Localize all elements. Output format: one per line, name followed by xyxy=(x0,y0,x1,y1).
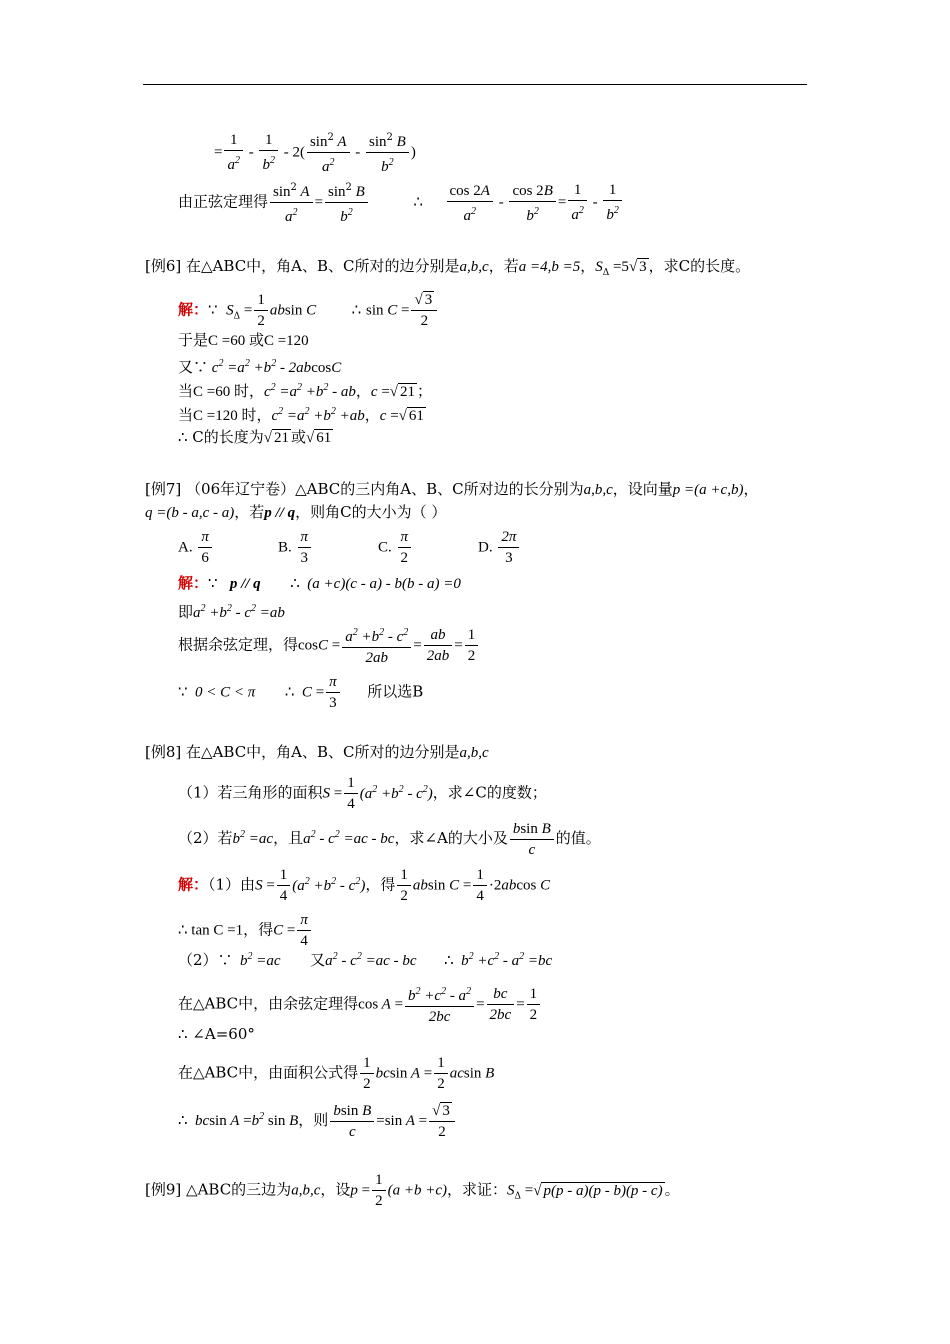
example-8-question: [例8] 在△ABC中，角A、B、C所对的边分别是a,b,c xyxy=(145,743,489,761)
example-6-solution-4: 当C =60 时，$c^2 =a^2 +b^2$ - ab，c =√ 21 ； xyxy=(178,382,433,400)
example-8-part-2: （2）若$b^2 =ac$，且$a^2 - c^2 =ac$ - bc，求∠A的大小及 $\frac{\text{bsin B}}{c}$ 的值。 xyxy=(178,821,601,858)
example-7-solution-3: 根据余弦定理，得cosC = $\frac{a^2 +b^2 - c^2}{2ab}$ = $\frac{ab}{2ab}$ = $\frac{1}{2}$ xyxy=(178,623,480,668)
example-6-solution-1: 解：∵ $S_\Delta$ = $\frac{1}{2}$ absin C ∴ sin C = $\frac{√ 3}{2}$ xyxy=(178,290,439,331)
example-8-solution-5: ∴ ∠A=60° xyxy=(178,1025,255,1043)
formula-line-2: 由正弦定理得 $\frac{\sin^2 A}{a^2}$ = $\frac{\sin^2 B}{b^2}$ ∴ $\frac{\cos 2A}{a^2}$ - $\frac{\cos 2B}{b^2}$ = $\frac{1}{a^2}$ - $\frac{1}{b^2}$ xyxy=(178,178,624,227)
example-8-solution-7: ∴ bcsin $A =b^2$ sin B，则 $\frac{\text{bsin B}}{c}$ =sin A = $\frac{√ 3}{2}$ xyxy=(178,1100,457,1142)
example-7-question-2: q =(b - a,c - a)，若p // q，则角C的大小为（ ） xyxy=(145,503,447,521)
example-6-solution-3: 又∵ $c^2 =a^2 +b^2 - 2abcosC$ xyxy=(178,358,342,376)
example-6-solution-2: 于是C =60 或C =120 xyxy=(178,333,309,349)
example-9-question: [例9] △ABC的三边为a,b,c，设p = $\frac{1}{2}$ (a +b +c)，求证：$S_\Delta$ =√ p(p - a)(p - b)(p - c) 。 xyxy=(145,1172,680,1209)
example-8-solution-3: （2）∵ $b^2 =ac$ 又$a^2 - c^2 =ac$ - bc ∴ $b^2 +c^2 - a^2 =bc$ xyxy=(178,951,553,969)
example-6-solution-6: ∴ C的长度为√ 21 或√ 61 xyxy=(178,428,332,446)
example-7-solution-2: 即$a^2 +b^2 - c^2 =ab$ xyxy=(178,603,285,621)
example-6-solution-5: 当C =120 时，$c^2 =a^2 +b^2 +ab$，c =√ 61 xyxy=(178,406,424,424)
option-c: C. $\frac{\pi}{2}$ xyxy=(378,527,478,568)
example-8-solution-6: 在△ABC中，由面积公式得 $\frac{1}{2}$ bcsin A = $\frac{1}{2}$ acsin B xyxy=(178,1055,495,1092)
example-7-question-1: [例7] （06年辽宁卷）△ABC的三内角A、B、C所对边的长分别为a,b,c，设向量p =(a +c,b)， xyxy=(145,480,759,498)
example-7-options xyxy=(178,527,578,568)
example-8-solution-2: ∴ tan C =1，得C = $\frac{\pi}{4}$ xyxy=(178,910,313,951)
example-7-solution-1: 解：∵ p // q ∴ (a +c)(c - a) - b(b - a) =0 xyxy=(178,574,461,592)
example-8-solution-4: 在△ABC中，由余弦定理得cos A = $\frac{b^2 +c^2 - a^2}{2bc}$ = $\frac{bc}{2bc}$ = $\frac{1}{2}$ xyxy=(178,982,542,1027)
option-d: D. $\frac{2\pi}{3}$ xyxy=(478,527,578,568)
example-6-question: [例6] 在△ABC中，角A、B、C所对的边分别是a,b,c，若a =4,b =5，$S_\Delta =5√$ 3 ，求C的长度。 xyxy=(145,257,751,278)
header-rule xyxy=(143,84,807,85)
example-8-solution-1: 解：（1）由S = $\frac{1}{4}$ $(a^2 +b^2 - c^2)$，得 $\frac{1}{2}$ absin C = $\frac{1}{4}$ ·2abcos C xyxy=(178,867,551,904)
option-a: A. $\frac{\pi}{6}$ xyxy=(178,527,278,568)
example-8-part-1: （1）若三角形的面积S = $\frac{1}{4}$ $(a^2 +b^2 - c^2)$，求∠C的度数； xyxy=(178,775,547,812)
example-7-solution-4: ∵ 0 < C < π ∴ C = $\frac{\pi}{3}$ 所以选B xyxy=(178,674,424,711)
formula-line-1: = $\frac{1}{a^2}$ - $\frac{1}{b^2}$ - 2( $\frac{\sin^2 A}{a^2}$ - $\frac{\sin^2 B}{b^2}$ ) xyxy=(214,132,416,175)
option-b: B. $\frac{\pi}{3}$ xyxy=(278,527,378,568)
